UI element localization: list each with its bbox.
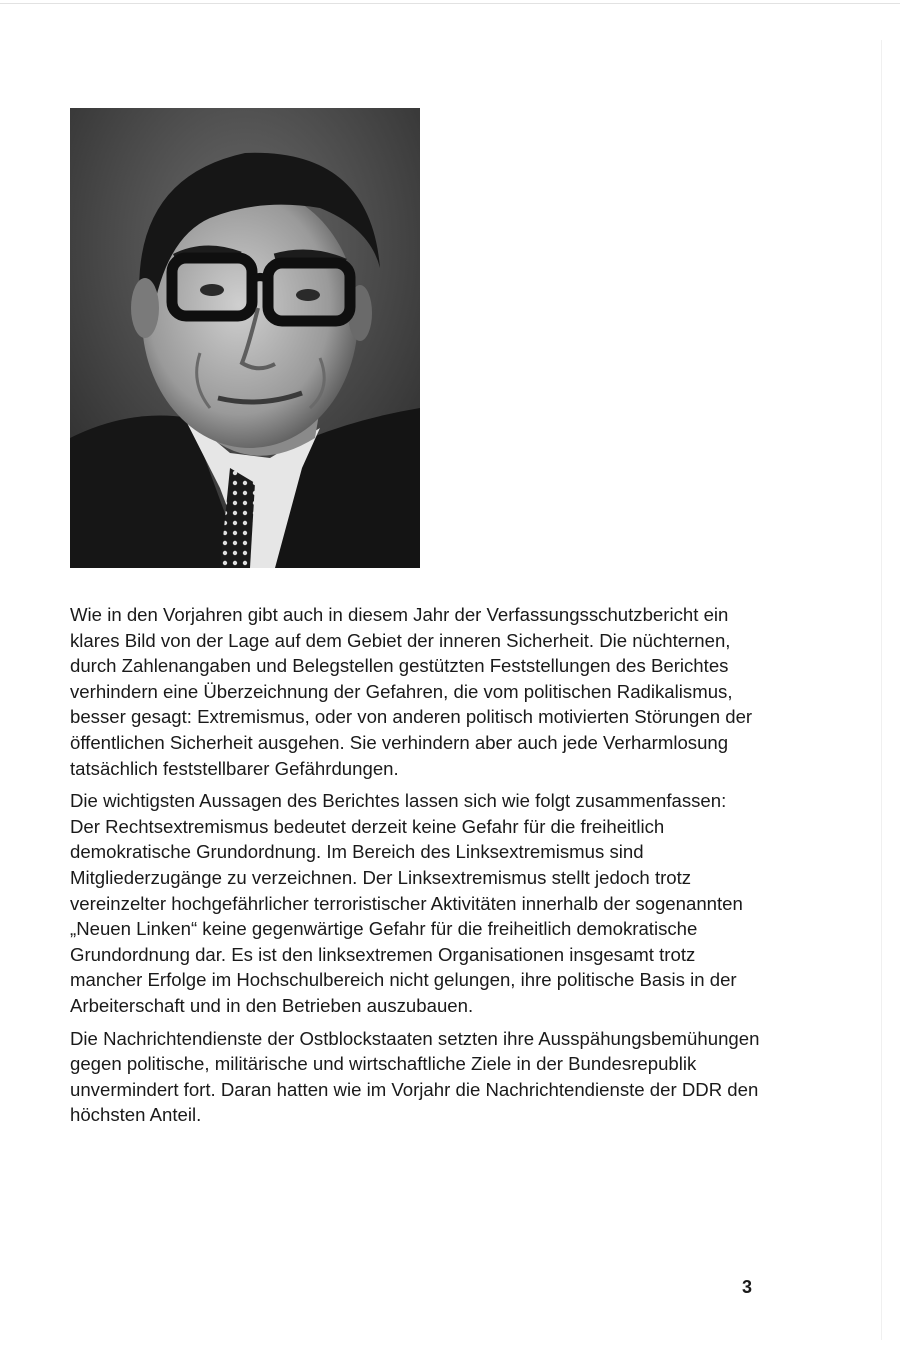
paragraph-intelligence: Die Nachrichtendienste der Ostblockstaaten setzten ihre Ausspähungsbemühungen gegen politische, militärische und wirtschaftliche Ziele in der Bundesrepublik unvermindert fort. Daran hatten wie im Vorjahr die Nachrichtendienste der DDR den höchsten Anteil. <box>70 1027 760 1126</box>
body-text <box>70 602 760 1135</box>
top-rule <box>0 3 900 4</box>
portrait-photo <box>70 108 420 568</box>
page-number: 3 <box>742 1277 753 1297</box>
paragraph-summary-lead: Die wichtigsten Aussagen des Berichtes lassen sich wie folgt zusammenfassen: <box>70 790 727 812</box>
page-edge <box>881 40 882 1340</box>
paragraph-intro: Wie in den Vorjahren gibt auch in diesem Jahr der Verfassungsschutzbericht ein klares Bild von der Lage auf dem Gebiet der inneren Sicherheit. Die nüchternen, durch Zahlenangaben und Belegstellen gestützten Feststellungen des Berichtes verhindern eine Überzeichnung der Gefahren, die vom politischen Radikalismus, besser gesagt: Extremismus, oder von anderen politisch motivierten Störungen der öffentlichen Sicherheit ausgehen. Sie verhindern aber auch jede Verharmlosung tatsächlich feststellbarer Gefährdungen. <box>70 604 753 779</box>
paragraph-extremism: Der Rechtsextremismus bedeutet derzeit keine Gefahr für die freiheitlich demokratische Grundordnung. Im Bereich des Linksextremismus sind Mitgliederzugänge zu verzeichnen. Der Linksextremismus stellt jedoch trotz vereinzelter hochgefährlicher terroristischer Aktivitäten innerhalb der sogenannten „Neuen Linken“ keine gegenwärtige Gefahr für die freiheitlich demokratische Grundordnung dar. Es ist den linksextremen Organisationen insgesamt trotz mancher Erfolge im Hochschulbereich nicht gelungen, ihre politische Basis in der Arbeiterschaft und in den Betrieben auszubauen. <box>70 815 743 1016</box>
